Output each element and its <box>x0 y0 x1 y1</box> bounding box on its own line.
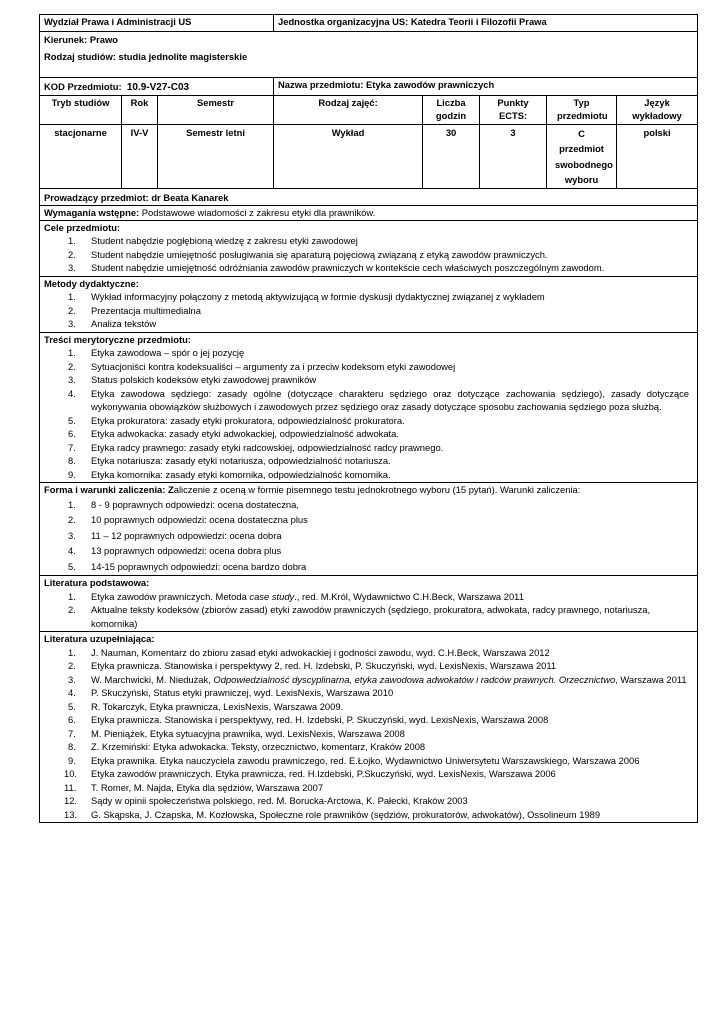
list-item: 2. Sytuacjoniści kontra kodeksualiści – argumenty za i przeciw kodeksom etyki zawodowej <box>68 360 456 372</box>
list-item: 1. Wykład informacyjny połączony z metodą aktywizującą w formie dyskusji dydaktycznej związanej z wykładem <box>68 291 545 302</box>
list-item: 4. P. Skuczyński, Status etyki prawniczej, wyd. LexisNexis, Warszawa 2010 <box>68 687 394 698</box>
list-item: 11. T. Romer, M. Najda, Etyka dla sędziów, Warszawa 2007 <box>64 781 324 793</box>
grid-header-cell: Typ przedmiotu <box>547 95 617 124</box>
direction-text: Kierunek: Prawo <box>44 34 118 45</box>
list-item: 3. Student nabędzie umiejętność odróżniania zawodów prawniczych w kontekście cech właściwych poszczególnym zawodom. <box>68 262 605 273</box>
list-item: 1. Student nabędzie pogłębioną wiedzę z zakresu etyki zawodowej <box>68 235 358 246</box>
code-label: KOD Przedmiotu: <box>44 81 122 92</box>
list-item: 2. Prezentacja multimedialna <box>68 304 201 316</box>
literature-basic-list <box>44 590 693 631</box>
list-item: 1. Etyka zawodowa – spór o jej pozycję <box>68 347 245 358</box>
assessment-text: aliczenie z oceną w formie pisemnego testu jednokrotnego wyboru (15 pytań). Warunki zaliczenia: <box>173 484 581 495</box>
list-item: 2. 10 poprawnych odpowiedzi: ocena dostateczna plus <box>68 514 308 525</box>
prerequisites-label: Wymagania wstępne: <box>44 206 140 218</box>
grid-header-cell: Tryb studiów <box>40 95 122 124</box>
faculty-cell: Wydział Prawa i Administracji US <box>40 15 274 32</box>
code-cell <box>40 78 274 96</box>
list-item: 10. Etyka zawodów prawniczych. Etyka prawnicza, red. H.Izdebski, P.Skuczyński, wyd. LexisNexis, Warszawa 2006 <box>64 768 556 779</box>
literature-basic-title: Literatura podstawowa: <box>44 577 150 588</box>
list-item: 2. Etyka prawnicza. Stanowiska i perspektywy 2, red. H. Izdebski, P. Skuczyński, wyd. LexisNexis, Warszawa 2011 <box>68 660 557 671</box>
grid-header-row <box>40 95 698 124</box>
goals-section <box>40 220 698 276</box>
grid-value-cell: Semestr letni <box>158 124 274 188</box>
list-item: 3. 11 – 12 poprawnych odpowiedzi: ocena dobra <box>68 529 282 541</box>
list-item: 2. Student nabędzie umiejętność posługiwania się aparaturą pojęciową związaną z etyką zawodów prawniczych. <box>68 248 548 260</box>
list-item: 12. Sądy w opinii społeczeństwa polskiego, red. M. Borucka-Arctowa, K. Pałecki, Kraków 2003 <box>64 795 468 806</box>
grid-header-cell: Liczba godzin <box>423 95 480 124</box>
assessment-label: Forma i warunki zaliczenia: <box>44 484 166 495</box>
grid-value-cell: stacjonarne <box>40 124 122 188</box>
subject-name-cell: Nazwa przedmiotu: Etyka zawodów prawniczych <box>274 78 698 96</box>
list-item: 13. G. Skąpska, J. Czapska, M. Kozłowska, Społeczne role prawników (sędziów, prokuratorów, adwokatów), Ossolineum 1989 <box>64 808 601 820</box>
grid-value-cell: 3 <box>480 124 547 188</box>
grid-header-cell: Rok <box>122 95 158 124</box>
content-list <box>44 346 693 481</box>
direction-cell <box>40 32 698 78</box>
methods-list <box>44 290 693 331</box>
list-item: 3. Analiza tekstów <box>68 318 157 329</box>
grid-value-cell: C przedmiot swobodnego wyboru <box>547 124 617 188</box>
content-title: Treści merytoryczne przedmiotu: <box>44 333 191 345</box>
list-item: 8. Etyka notariusza: zasady etyki notariusza, odpowiedzialność notariusza. <box>68 455 391 466</box>
list-item: 1. Etyka zawodów prawniczych. Metoda case study., red. M.Król, Wydawnictwo C.H.Beck, Warszawa 2011 <box>68 590 524 602</box>
grid-value-cell: IV-V <box>122 124 158 188</box>
list-item: 3. Status polskich kodeksów etyki zawodowej prawników <box>68 374 317 385</box>
code-value: 10.9-V27-C03 <box>126 82 190 93</box>
lecturer-cell: Prowadzący przedmiot: dr Beata Kanarek <box>40 188 698 205</box>
prerequisites-text: Podstawowe wiadomości z zakresu etyki dla prawników. <box>139 206 376 218</box>
study-type-text: Rodzaj studiów: studia jednolite magisterskie <box>44 50 248 62</box>
list-item: 1. 8 - 9 poprawnych odpowiedzi: ocena dostateczna, <box>68 498 299 510</box>
list-item: 7. Etyka radcy prawnego: zasady etyki radcowskiej, odpowiedzialność radcy prawnego. <box>68 441 444 453</box>
methods-title: Metody dydaktyczne: <box>44 277 139 289</box>
list-item: 5. Etyka prokuratora: zasady etyki prokuratora, odpowiedzialność prokuratora. <box>68 414 405 426</box>
list-item: 4. Etyka zawodowa sędziego: zasady ogólne (dotyczące charakteru sędziego oraz dotyczące zachowania sędziego), zasady dotyczące wykonywania obowiązków służbowych i zawodowych przez sędziego oraz zasady dotyczące sposobu zachowania sędziego poza służbą. <box>68 387 690 412</box>
literature-extra-list <box>44 646 693 822</box>
methods-section <box>40 276 698 332</box>
unit-cell: Jednostka organizacyjna US: Katedra Teorii i Filozofii Prawa <box>274 15 698 32</box>
list-item: 6. Etyka adwokacka: zasady etyki adwokackiej, odpowiedzialność adwokata. <box>68 428 399 439</box>
goals-title: Cele przedmiotu: <box>44 221 121 233</box>
list-item: 3. W. Marchwicki, M. Niedużak, Odpowiedzialność dyscyplinarna, etyka zawodowa adwokatów i radców prawnych. Orzecznictwo, Warszawa 2011 <box>68 673 687 685</box>
grid-header-cell: Punkty ECTS: <box>480 95 547 124</box>
literature-extra-section <box>40 632 698 823</box>
assessment-intro: Forma i warunki zaliczenia: Zaliczenie z oceną w formie pisemnego testu jednokrotnego wyboru (15 pytań). Warunki zaliczenia: <box>44 484 581 495</box>
grid-value-cell: Wykład <box>274 124 423 188</box>
grid-value-cell: 30 <box>423 124 480 188</box>
syllabus-page <box>39 14 697 823</box>
grid-header-cell: Rodzaj zajęć: <box>274 95 423 124</box>
grid-header-cell: Semestr <box>158 95 274 124</box>
list-item: 9. Etyka prawnika. Etyka nauczyciela zawodu prawniczego, red. E.Łojko, Wydawnictwo Uniwersytetu Warszawskiego, Warszawa 2006 <box>68 754 640 766</box>
assessment-section <box>40 483 698 576</box>
list-item: 1. J. Nauman, Komentarz do zbioru zasad etyki adwokackiej i godności zawodu, wyd. C.H.Beck, Warszawa 2012 <box>68 646 550 658</box>
prerequisites-cell <box>40 205 698 220</box>
grid-value-cell: polski <box>617 124 698 188</box>
list-item: 9. Etyka komornika: zasady etyki komornika, odpowiedzialność komornika. <box>68 468 391 480</box>
list-item: 4. 13 poprawnych odpowiedzi: ocena dobra plus <box>68 545 282 556</box>
literature-basic-section <box>40 576 698 632</box>
literature-extra-title: Literatura uzupełniająca: <box>44 633 155 644</box>
list-item: 7. M. Pieniążek, Etyka sytuacyjna prawnika, wyd. LexisNexis, Warszawa 2008 <box>68 727 405 739</box>
list-item: 2. Aktualne teksty kodeksów (zbiorów zasad) etyki zawodów prawniczych (sędziego, prokuratora, adwokata, radcy prawnego, notariusza, komornika) <box>68 604 651 629</box>
list-item: 8. Z. Krzemiński: Etyka adwokacka. Teksty, orzecznictwo, komentarz, Kraków 2008 <box>68 741 426 752</box>
content-section <box>40 332 698 483</box>
goals-list <box>44 234 693 275</box>
list-item: 5. 14-15 poprawnych odpowiedzi: ocena bardzo dobra <box>68 560 307 572</box>
list-item: 6. Etyka prawnicza. Stanowiska i perspektywy, red. H. Izdebski, P. Skuczyński, wyd. LexisNexis, Warszawa 2008 <box>68 714 549 725</box>
assessment-list <box>44 497 693 575</box>
list-item: 5. R. Tokarczyk, Etyka prawnicza, LexisNexis, Warszawa 2009. <box>68 700 344 712</box>
syllabus-table <box>39 14 698 823</box>
grid-header-cell: Język wykładowy <box>617 95 698 124</box>
grid-values-row <box>40 124 698 188</box>
